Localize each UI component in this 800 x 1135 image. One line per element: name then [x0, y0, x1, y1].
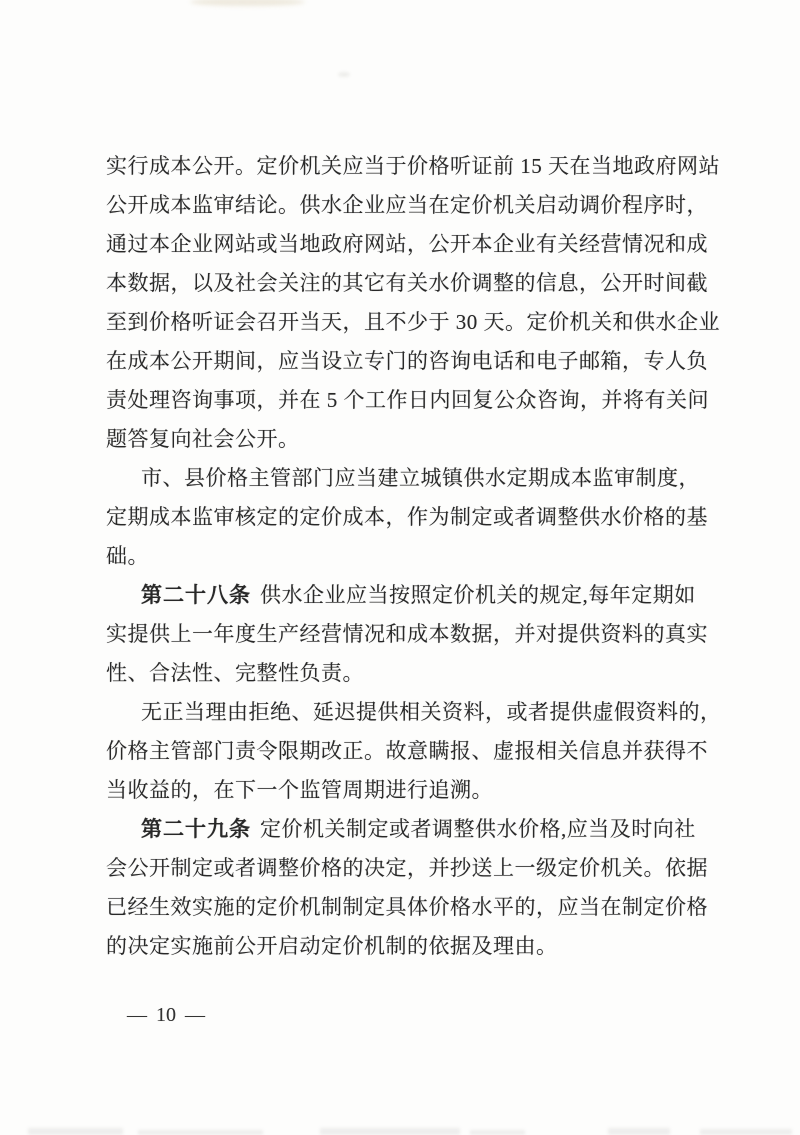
- text-line: [106, 693, 726, 732]
- text-run: 供水企业应当按照定价机关的规定,每年定期如: [260, 583, 696, 607]
- text-line: [106, 264, 726, 303]
- text-run: 定期成本监审核定的定价成本，作为制定或者调整供水价格的基: [106, 505, 708, 529]
- text-run: 市、县价格主管部门应当建立城镇供水定期成本监审制度，: [141, 466, 700, 490]
- text-line: [106, 888, 726, 927]
- text-line: [106, 537, 726, 576]
- text-line: [106, 420, 726, 459]
- text-line: [106, 147, 726, 186]
- scan-edge-bottom: [0, 1126, 800, 1135]
- text-run: 本数据，以及社会关注的其它有关水价调整的信息，公开时间截: [106, 271, 708, 295]
- text-run: 础。: [106, 544, 149, 568]
- text-run: 价格主管部门责令限期改正。故意瞒报、虚报相关信息并获得不: [106, 739, 708, 763]
- text-run: 性、合法性、完整性负责。: [106, 661, 364, 685]
- text-run: 通过本企业网站或当地政府网站，公开本企业有关经营情况和成: [106, 232, 708, 256]
- text-run: 题答复向社会公开。: [106, 427, 300, 451]
- footer-dash-right: —: [185, 1004, 205, 1026]
- text-line: [106, 342, 726, 381]
- article-heading: 第二十九条: [141, 818, 251, 841]
- text-run: 在成本公开期间，应当设立专门的咨询电话和电子邮箱，专人负: [106, 349, 708, 373]
- text-run: 无正当理由拒绝、延迟提供相关资料，或者提供虚假资料的，: [141, 700, 722, 724]
- text-line: [106, 771, 726, 810]
- text-line: [106, 732, 726, 771]
- text-run: 公开成本监审结论。供水企业应当在定价机关启动调价程序时，: [106, 193, 708, 217]
- text-run: 的决定实施前公开启动定价机制的依据及理由。: [106, 934, 558, 958]
- document-body: [106, 147, 726, 966]
- text-line: [106, 810, 726, 849]
- text-run: 会公开制定或者调整价格的决定，并抄送上一级定价机关。依据: [106, 856, 708, 880]
- text-line: [106, 498, 726, 537]
- scan-smudge-dot: [338, 72, 350, 77]
- text-line: [106, 303, 726, 342]
- text-run: 实行成本公开。定价机关应当于价格听证前 15 天在当地政府网站: [106, 154, 720, 178]
- text-run: 责处理咨询事项，并在 5 个工作日内回复公众咨询，并将有关问: [106, 388, 709, 412]
- text-line: [106, 459, 726, 498]
- scan-smudge-top: [190, 0, 305, 6]
- text-line: [106, 381, 726, 420]
- text-run: 已经生效实施的定价机制制定具体价格水平的，应当在制定价格: [106, 895, 708, 919]
- text-run: 当收益的，在下一个监管周期进行追溯。: [106, 778, 493, 802]
- text-run: 至到价格听证会召开当天，且不少于 30 天。定价机关和供水企业: [106, 310, 720, 334]
- text-line: [106, 927, 726, 966]
- page-footer: [127, 1004, 205, 1027]
- text-run: 实提供上一年度生产经营情况和成本数据，并对提供资料的真实: [106, 622, 708, 646]
- footer-dash-left: —: [127, 1004, 147, 1026]
- page-number: 10: [156, 1004, 176, 1026]
- text-line: [106, 654, 726, 693]
- text-line: [106, 576, 726, 615]
- text-line: [106, 186, 726, 225]
- article-heading: 第二十八条: [141, 584, 251, 607]
- text-run: 定价机关制定或者调整供水价格,应当及时向社: [260, 817, 696, 841]
- text-line: [106, 225, 726, 264]
- text-line: [106, 849, 726, 888]
- text-line: [106, 615, 726, 654]
